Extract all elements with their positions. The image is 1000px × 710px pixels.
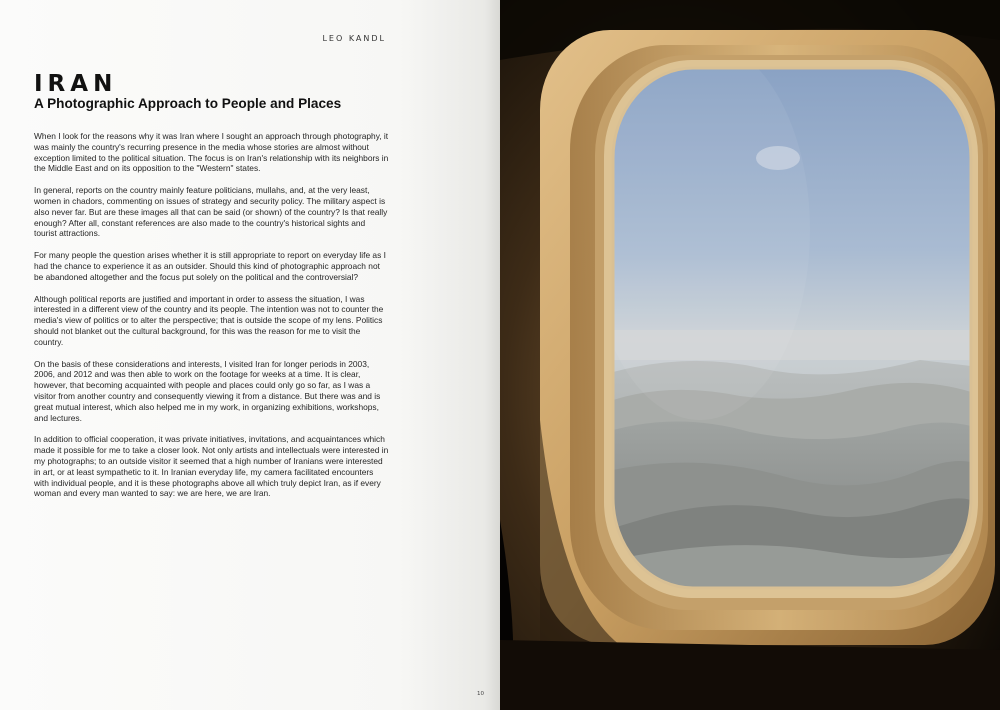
body-paragraph: On the basis of these considerations and interests, I visited Iran for longer periods in 2003, 2006, and 2012 and was then able to work on the footage for weeks at a time. It is clear, however, that becoming acquainted with people and places could only go so far, as I was a visitor from another country and consequently viewing it from a distance. But there was and is great mutual interest, which also helped me in my work, in organizing exhibitions, workshops, and lectures. <box>34 358 381 423</box>
article-subtitle: A Photographic Approach to People and Places <box>34 96 342 111</box>
airplane-window-photo <box>500 0 1000 710</box>
body-paragraph: When I look for the reasons why it was Iran where I sought an approach through photography, it was mainly the country's recurring presence in the media whose stories are almost without exception limited to the political situation. The focus is on Iran's relationship with its neighbors in the Middle East and on its opposition to the "Western" states. <box>34 131 389 174</box>
article-body <box>34 131 390 510</box>
body-paragraph: Although political reports are justified and important in order to assess the situation, I was interested in a different view of the country and its people. The intention was not to counter the media's view of politics or to alter the perspective; that is outside the scope of my lens. Politics should not blanket out the cultural background, for this was the reason for me to visit the country. <box>34 293 384 347</box>
body-paragraph: In general, reports on the country mainly feature politicians, mullahs, and, at the very least, women in chadors, commenting on issues of strategy and security policy. The military aspect is also never far. But are these images all that can be said (or shown) of the country? Is that really enough? After all, constant references are also made to the country's historical sights and tourist attractions. <box>34 185 388 239</box>
article-title: IRAN <box>34 71 118 97</box>
body-paragraph: For many people the question arises whether it is still appropriate to report on everyday life as I had the chance to experience it as an outsider. Should this kind of photographic approach not be abandoned altogether and the focus put solely on the political and the controversial? <box>34 250 386 282</box>
page-number: 10 <box>477 691 484 697</box>
author-name: LEO KANDL <box>322 34 386 43</box>
photo-illustration <box>500 0 1000 710</box>
window-view <box>590 40 971 588</box>
body-paragraph: In addition to official cooperation, it was private initiatives, invitations, and acquaintances which made it possible for me to take a closer look. Not only artists and intellectuals were interested in my photographs; to an outside visitor it seemed that a high number of Iranians were interested in art, or at least sympathetic to it. In Iranian everyday life, my camera facilitated encounters with individual people, and it is these photographs above all which truly depict Iran, as if every woman and every man wanted to say: we are here, we are Iran. <box>34 434 389 499</box>
